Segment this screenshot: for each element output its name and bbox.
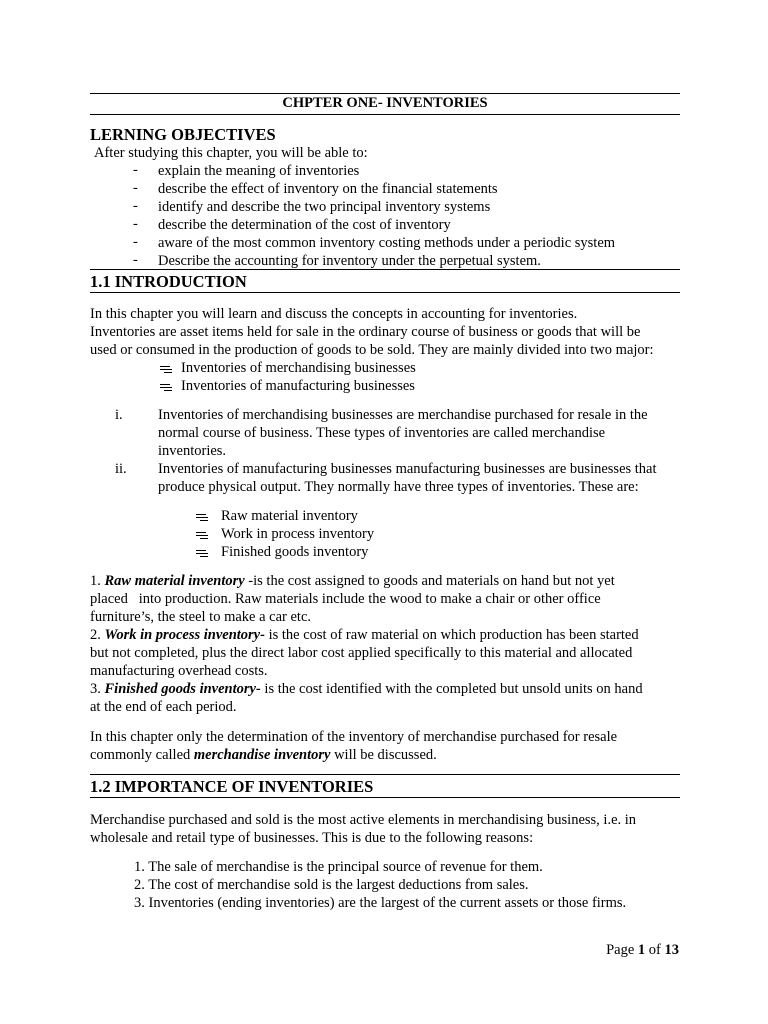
intro-line: Inventories are asset items held for sale in the ordinary course of business or goods that will be: [90, 324, 641, 340]
inventory-type-item: Finished goods inventory: [221, 544, 369, 560]
numbered-line: Inventories of manufacturing businesses manufacturing businesses are businesses that: [158, 461, 657, 477]
title-top-rule: [90, 93, 680, 94]
numbered-marker: ii.: [115, 461, 127, 477]
dash-marker: -: [133, 162, 138, 178]
objective-item: describe the effect of inventory on the financial statements: [158, 181, 498, 197]
definition-finished-goods: [90, 680, 643, 698]
total-pages: 13: [664, 942, 679, 958]
closing-text: will be discussed.: [330, 747, 437, 763]
intro-heading: 1.1 INTRODUCTION: [90, 272, 247, 291]
objective-item: describe the determination of the cost of inventory: [158, 217, 451, 233]
definition-work-in-process: [90, 626, 639, 644]
closing-line: [90, 746, 437, 764]
numbered-line: inventories.: [158, 443, 227, 459]
title-bottom-rule: [90, 114, 680, 115]
dash-marker: -: [133, 216, 138, 232]
objective-item: aware of the most common inventory costing methods under a periodic system: [158, 235, 616, 251]
closing-text: commonly called: [90, 747, 194, 763]
importance-heading: 1.2 IMPORTANCE OF INVENTORIES: [90, 777, 374, 796]
reason-item: 3. Inventories (ending inventories) are the largest of the current assets or those firms.: [134, 895, 627, 911]
numbered-line: Inventories of merchandising businesses are merchandise purchased for resale in the: [158, 407, 648, 423]
objective-item: Describe the accounting for inventory under the perpetual system.: [158, 253, 541, 269]
bullet-icon: [160, 366, 172, 373]
objectives-intro: After studying this chapter, you will be able to:: [94, 145, 368, 161]
inventory-type-item: Raw material inventory: [221, 508, 358, 524]
major-bullet-item: Inventories of manufacturing businesses: [181, 378, 415, 394]
numbered-marker: i.: [115, 407, 123, 423]
bullet-icon: [196, 514, 208, 521]
closing-term: merchandise inventory: [193, 747, 331, 763]
intro-line: used or consumed in the production of goods to be sold. They are mainly divided into two major:: [90, 342, 654, 358]
intro-bottom-rule: [90, 292, 680, 293]
page-label: Page: [606, 942, 638, 958]
objectives-heading: LERNING OBJECTIVES: [90, 125, 276, 144]
definition-text: is the cost identified with the completed but unsold units on hand: [260, 681, 643, 697]
importance-line: wholesale and retail type of businesses. This is due to the following reasons:: [90, 830, 534, 846]
importance-line: Merchandise purchased and sold is the most active elements in merchandising business, i.e. in: [90, 812, 637, 828]
definition-term: Work in process inventory-: [104, 627, 265, 643]
dash-marker: -: [133, 198, 138, 214]
importance-top-rule: [90, 774, 680, 775]
current-page: 1: [637, 942, 646, 958]
importance-bottom-rule: [90, 797, 680, 798]
numbered-line: produce physical output. They normally have three types of inventories. These are:: [158, 479, 639, 495]
intro-line: In this chapter you will learn and discuss the concepts in accounting for inventories.: [90, 306, 578, 322]
definition-line: placed into production. Raw materials include the wood to make a chair or other office: [90, 591, 601, 607]
dash-marker: -: [133, 252, 138, 268]
definition-number: 1.: [90, 573, 105, 589]
chapter-title: CHPTER ONE- INVENTORIES: [282, 95, 488, 111]
dash-marker: -: [133, 180, 138, 196]
bullet-icon: [196, 532, 208, 539]
definition-line: manufacturing overhead costs.: [90, 663, 268, 679]
definition-line: furniture’s, the steel to make a car etc.: [90, 609, 312, 625]
numbered-line: normal course of business. These types of inventories are called merchandise: [158, 425, 606, 441]
definition-term: Finished goods inventory-: [104, 681, 261, 697]
inventory-type-item: Work in process inventory: [221, 526, 375, 542]
definition-term: Raw material inventory: [104, 573, 245, 589]
page-number: [606, 942, 679, 959]
dash-marker: -: [133, 234, 138, 250]
intro-top-rule: [90, 269, 680, 270]
definition-raw-material: [90, 572, 615, 590]
definition-number: 2.: [90, 627, 105, 643]
definition-text: is the cost of raw material on which production has been started: [264, 627, 639, 643]
objective-item: explain the meaning of inventories: [158, 163, 360, 179]
major-bullet-item: Inventories of merchandising businesses: [181, 360, 416, 376]
definition-line: but not completed, plus the direct labor cost applied specifically to this material and allocated: [90, 645, 633, 661]
objective-item: identify and describe the two principal inventory systems: [158, 199, 491, 215]
closing-line: In this chapter only the determination of the inventory of merchandise purchased for resale: [90, 729, 618, 745]
bullet-icon: [196, 550, 208, 557]
reason-item: 2. The cost of merchandise sold is the largest deductions from sales.: [134, 877, 529, 893]
reason-item: 1. The sale of merchandise is the principal source of revenue for them.: [134, 859, 543, 875]
definition-number: 3.: [90, 681, 105, 697]
bullet-icon: [160, 384, 172, 391]
of-label: of: [645, 942, 665, 958]
definition-text: -is the cost assigned to goods and materials on hand but not yet: [244, 573, 615, 589]
definition-line: at the end of each period.: [90, 699, 237, 715]
